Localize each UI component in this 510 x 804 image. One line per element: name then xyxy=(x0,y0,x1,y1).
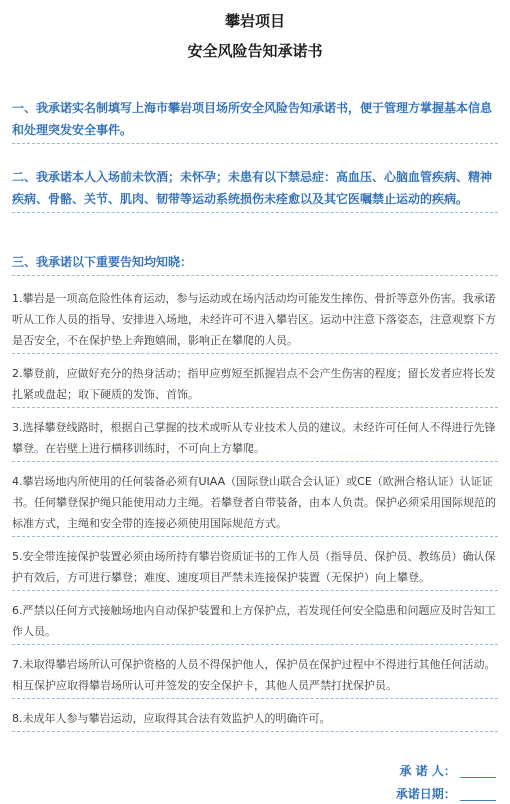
notice-item-3: 3.选择攀登线路时，根据自己掌握的技术或听从专业技术人员的建议。未经许可任何人不得进行先锋攀登。在岩壁上进行横移训练时，不可向上方攀爬。 xyxy=(12,417,498,462)
date-field[interactable]: ______ xyxy=(460,787,496,801)
section-1-pledge: 一、我承诺实名制填写上海市攀岩项目场所安全风险告知承诺书，便于管理方掌握基本信息和处理突发安全事件。 xyxy=(12,97,498,144)
doc-title-line1: 攀岩项目 xyxy=(224,12,285,30)
promisor-signature-row xyxy=(399,762,496,779)
notice-item-4: 4.攀岩场地内所使用的任何装备必须有UIAA（国际登山联合会认证）或CE（欧洲合格认证）认证证书。任何攀登保护绳只能使用动力主绳。若攀登者自带装备，由本人负责。保护必须采用国际规范的标准方式，主绳和安全带的连接必须使用国际规范方式。 xyxy=(12,471,498,537)
notice-item-7: 7.未取得攀岩场所认可保护资格的人员不得保护他人，保护员在保护过程中不得进行其他任何活动。相互保护应取得攀岩场所认可并签发的安全保护卡，其他人员严禁打扰保护员。 xyxy=(12,654,498,699)
notice-item-5: 5.安全带连接保护装置必须由场所持有攀岩资质证书的工作人员（指导员、保护员、教练员）确认保护有效后，方可进行攀登；难度、速度项目严禁未连接保护装置（无保护）向上攀登。 xyxy=(12,546,498,591)
notice-item-1: 1.攀岩是一项高危险性体育运动，参与运动或在场内活动均可能发生摔伤、骨折等意外伤害。我承诺听从工作人员的指导、安排进入场地，未经许可不进入攀岩区。运动中注意下落姿态，注意观察下方是否安全，不在保护垫上奔跑嬉闹，影响正在攀爬的人员。 xyxy=(12,288,498,354)
promisor-label: 承 诺 人： xyxy=(399,764,456,778)
date-signature-row xyxy=(396,785,496,802)
doc-title-line2: 安全风险告知承诺书 xyxy=(187,42,323,60)
promisor-signature-field[interactable]: ______ xyxy=(460,764,496,778)
notice-item-8: 8.未成年人参与攀岩运动，应取得其合法有效监护人的明确许可。 xyxy=(12,708,498,732)
notice-item-6: 6.严禁以任何方式接触场地内自动保护装置和上方保护点，若发现任何安全隐患和问题应及时告知工作人员。 xyxy=(12,600,498,645)
section-3-heading: 三、我承诺以下重要告知均知晓： xyxy=(12,251,498,276)
notice-item-2: 2.攀登前，应做好充分的热身活动；指甲应剪短至抓握岩点不会产生伤害的程度；留长发者应将长发扎紧或盘起；取下硬质的发饰、首饰。 xyxy=(12,363,498,408)
section-2-pledge: 二、我承诺本人入场前未饮酒；未怀孕；未患有以下禁忌症：高血压、心脑血管疾病、精神疾病、骨骼、关节、肌肉、韧带等运动系统损伤未痊愈以及其它医嘱禁止运动的疾病。 xyxy=(12,166,498,213)
date-label: 承诺日期： xyxy=(395,787,456,801)
